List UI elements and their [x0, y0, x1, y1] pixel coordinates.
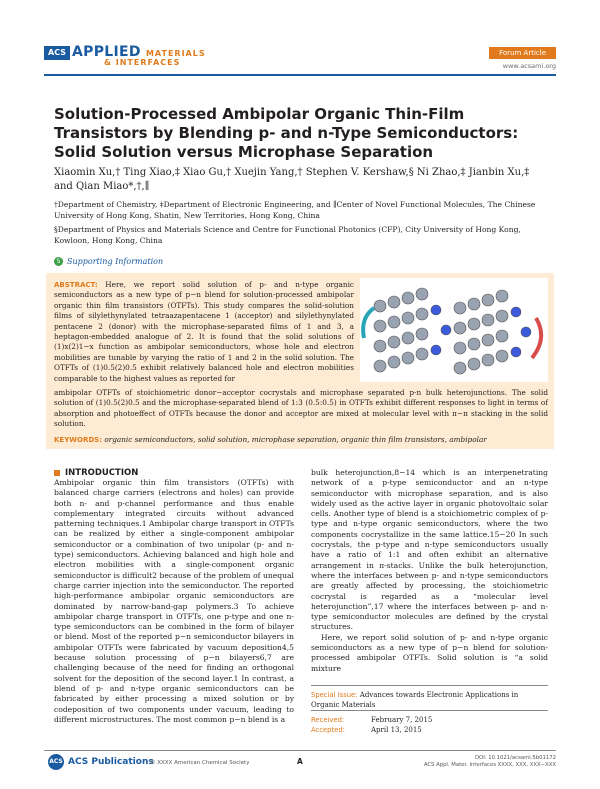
page-number: A — [297, 757, 303, 766]
affiliation-2: §Department of Physics and Materials Science and Centre for Functional Photonics (CFP), City University of Hong Kong, Kowloon, Hong Kong, China — [54, 225, 521, 245]
article-dates — [311, 710, 548, 735]
journal-name-small: MATERIALS — [145, 49, 206, 58]
section-heading-label: INTRODUCTION — [65, 468, 139, 478]
special-issue-label: Special Issue: — [311, 691, 358, 699]
intro-right-column — [311, 468, 548, 674]
keywords-list: organic semiconductors, solid solution, microphase separation, organic thin film transistors, ambipolar — [104, 435, 487, 444]
publisher-logo — [48, 754, 154, 770]
section-marker-icon — [54, 470, 60, 476]
article-type-tag: Forum Article — [489, 47, 556, 59]
supporting-info-label: Supporting Information — [67, 257, 164, 266]
footer-rule — [44, 750, 556, 751]
abstract-label: ABSTRACT: — [54, 281, 98, 289]
supporting-info-link[interactable] — [54, 257, 163, 266]
keywords — [54, 435, 548, 445]
affiliation-1: †Department of Chemistry, ‡Department of Electronic Engineering, and ∥Center of Novel Functional Molecules, The Chinese University of Hong Kong, Shatin, New Territories, Hong Kong, China — [54, 200, 536, 220]
acs-badge: ACS — [44, 46, 70, 60]
date-received — [311, 716, 548, 726]
abstract-text — [54, 280, 354, 384]
journal-logo — [44, 44, 204, 70]
abstract-text-continued: ambipolar OTFTs of stoichiometric donor−acceptor cocrystals and microphase separated p-n bulk heterojunctions. The solid solution of (1)0.5(2)0.5 and the microphase-separated blend of 1:3 (0.5:0.5) in OTFTs exhibit different responses to light in terms of absorption and photoeffect of OTFTs because the donor and acceptor are mixed at molecular level with π−π stacking in the solid solution. — [54, 388, 548, 429]
section-heading-introduction — [54, 468, 138, 478]
author-list: Xiaomin Xu,† Ting Xiao,‡ Xiao Gu,† Xuejin Yang,† Stephen V. Kershaw,§ Ni Zhao,‡ Jianbin Xu,‡ and Qian Miao*,†,∥ — [54, 167, 530, 192]
date-accepted — [311, 726, 548, 736]
citation: ACS Appl. Mater. Interfaces XXXX, XXX, XXX−XXX — [423, 762, 556, 769]
intro-paragraph: Ambipolar organic thin film transistors (OTFTs) with balanced charge carriers (electrons and holes) can provide both n- and p-channel performance and thus enable complementary integrated circuits without advanced patterning techniques.1 Ambipolar charge transport in OTFTs can be realized by either a single-component ambipolar semiconductor or a combination of two unipolar (p- and n-type) semiconductors. Achieving balanced and high hole and electron mobilities with a single-component organic semiconductor is difficult2 because of the problem of unequal charge carrier injection into the semiconductor. The reported high-performance ambipolar organic semiconductors are dominated by narrow-band-gap polymers.3 To achieve ambipolar charge transport in OTFTs, one p-type and one n-type semiconductors can be combined in the form of bilayer or blend. Most of the reported p−n semiconductor bilayers in ambipolar OTFTs were fabricated by vacuum deposition4,5 because solution processing of p−n bilayers6,7 are challenging because of the need for finding an orthogonal solvent for the deposition of the second layer.1 In contrast, a blend of p- and n-type organic semiconductors can be fabricated by either processing a mixed solution or by codeposition of two components under vacuum, leading to different microstructures. The most common p−n blend is a — [54, 478, 294, 724]
copyright: © XXXX American Chemical Society — [150, 760, 250, 766]
date-label: Accepted: — [311, 725, 345, 734]
doi[interactable]: DOI: 10.1021/acsami.5b01172 — [474, 755, 556, 761]
special-issue-note — [311, 685, 548, 710]
intro-paragraph: Here, we report solid solution of p- and n-type organic semiconductors as a new type of p−n blend for solution-processed ambipolar OTFTs. Solid solution is “a solid mixture — [311, 632, 548, 673]
intro-left-column — [54, 478, 294, 725]
header-rule — [44, 74, 556, 76]
supporting-info-icon: S — [54, 257, 63, 266]
date-label: Received: — [311, 716, 345, 724]
keywords-label: KEYWORDS: — [54, 436, 102, 444]
journal-name-line2: & INTERFACES — [104, 58, 181, 67]
paper-title: Solution-Processed Ambipolar Organic Thin-Film Transistors by Blending p- and n-Type Semiconductors: Solid Solution versus Microphase Separation — [54, 105, 519, 161]
doi-block — [424, 755, 556, 769]
special-issue-text: Advances towards Electronic Applications in Organic Materials — [311, 691, 519, 709]
date-value: April 13, 2015 — [371, 725, 422, 734]
journal-url[interactable]: www.acsami.org — [502, 62, 556, 70]
affiliations — [54, 200, 554, 250]
abstract-part1: Here, we report solid solution of p- and n-type organic semiconductors as a new type of p−n blend for solution-processed ambipolar organic thin film transistors (OTFTs). This study compares the solid-solution films of silylethynylated tetraazapentacene 1 (acceptor) and silylethynylated pentacene 2 (donor) with the microphase-separated films of 1 and 3, a heptagon-embedded analogue of 2. It is found that the solid solutions of (1)x(2)1−x function as ambipolar semiconductors, whose hole and electron mobilities are tunable by varying the ratio of 1 and 2 in the solid solution. The OTFTs of (1)0.5(2)0.5 exhibit relatively balanced hole and electron mobilities comparable to the highest values as reported for — [54, 280, 354, 383]
intro-paragraph: bulk heterojunction,8−14 which is an interpenetrating network of a p-type semiconductor and an n-type semiconductor with microphase separation, and is also widely used as the active layer in organic photovoltaic solar cells. Another type of blend is a stoichiometric complex of p-type and n-type organic semiconductors, where the two components cocrystallize in the same lattice.15−20 In such cocrystals, the p-type and n-type semiconductors usually have a ratio of 1:1 and often exhibit an alternative arrangement in π-stacks. Unlike the bulk heterojunction, where the interfaces between p- and n-type semiconductors are greatly affected by processing, the stoichiometric cocrystal is regarded as a “molecular level heterojunction”,17 where the interfaces between p- and n-type semiconductor molecules are defined by the crystal structures. — [311, 468, 548, 632]
toc-graphic — [360, 278, 548, 382]
date-value: February 7, 2015 — [371, 716, 433, 724]
publisher-name: ACS Publications — [68, 757, 154, 767]
journal-name-line1: APPLIED — [72, 44, 141, 60]
acs-logo-icon: ACS — [48, 754, 64, 770]
